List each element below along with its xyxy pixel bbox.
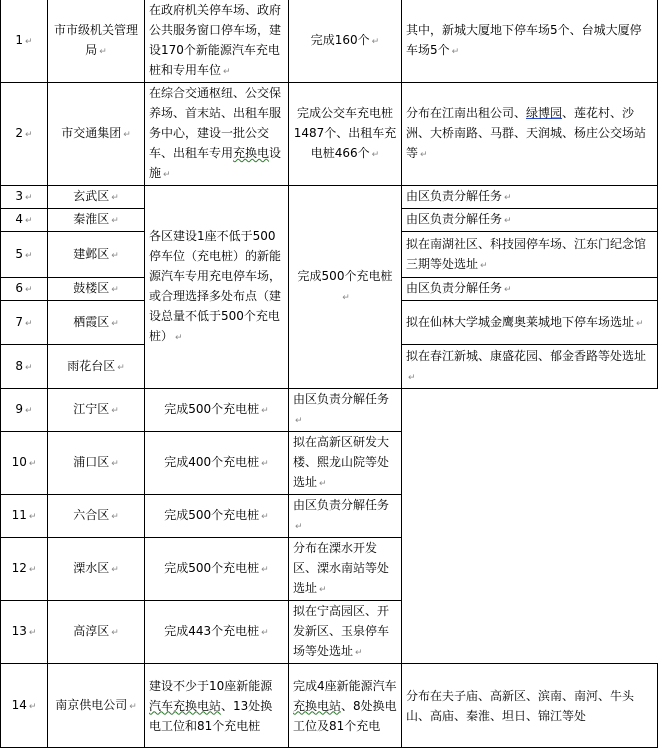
target-cell: 完成500个充电桩 ↵ bbox=[145, 538, 289, 601]
note-cell: 由区负责分解任务↵ bbox=[289, 495, 402, 538]
target-cell: 完成500个充电桩 ↵ bbox=[145, 389, 289, 432]
target-cell: 完成443个充电桩 ↵ bbox=[145, 601, 289, 664]
row-number: 2 ↵ bbox=[1, 83, 48, 186]
unit-cell: 浦口区 ↵ bbox=[48, 432, 145, 495]
unit-cell: 市市级机关管理局 ↵ bbox=[48, 0, 145, 83]
note-cell: 拟在高新区研发大楼、熙龙山院等处选址 ↵ bbox=[289, 432, 402, 495]
row-number: 3 ↵ bbox=[1, 186, 48, 209]
row-number: 7 ↵ bbox=[1, 301, 48, 345]
unit-cell: 秦淮区 ↵ bbox=[48, 209, 145, 232]
note-cell: 拟在宁高园区、开发新区、玉泉停车场等处选址 ↵ bbox=[289, 601, 402, 664]
unit-cell: 江宁区 ↵ bbox=[48, 389, 145, 432]
row-number: 5 ↵ bbox=[1, 232, 48, 278]
note-cell: 由区负责分解任务 ↵ bbox=[402, 186, 658, 209]
target-cell: 完成500个充电桩 ↵ bbox=[145, 495, 289, 538]
unit-cell: 鼓楼区 ↵ bbox=[48, 278, 145, 301]
unit-cell: 溧水区 ↵ bbox=[48, 538, 145, 601]
table-row bbox=[1, 664, 658, 748]
table-row bbox=[1, 601, 658, 664]
note-cell: 其中，新城大厦地下停车场5个、台城大厦停车场5个 ↵ bbox=[402, 0, 658, 83]
note-cell: 分布在溧水开发区、溧水南站等处选址 ↵ bbox=[289, 538, 402, 601]
row-number: 1 ↵ bbox=[1, 0, 48, 83]
note-cell: 由区负责分解任务 ↵ bbox=[402, 278, 658, 301]
table-row bbox=[1, 83, 658, 186]
unit-cell: 六合区 ↵ bbox=[48, 495, 145, 538]
scope-cell: 建设不少于10座新能源汽车充换电站、13处换电工位和81个充电桩 bbox=[145, 664, 289, 748]
table-row bbox=[1, 432, 658, 495]
unit-cell: 高淳区 ↵ bbox=[48, 601, 145, 664]
unit-cell: 雨花台区 ↵ bbox=[48, 345, 145, 389]
scope-cell: 在综合交通枢纽、公交保养场、首末站、出租车服务中心，建设一批公交车、出租车专用充换电设施 ↵ bbox=[145, 83, 289, 186]
table-row bbox=[1, 389, 658, 432]
row-number: 6 ↵ bbox=[1, 278, 48, 301]
table-row bbox=[1, 495, 658, 538]
target-cell: 完成160个 ↵ bbox=[289, 0, 402, 83]
note-cell: 由区负责分解任务 ↵ bbox=[402, 209, 658, 232]
scope-cell: 在政府机关停车场、政府公共服务窗口停车场，建设170个新能源汽车充电桩和专用车位 ↵ bbox=[145, 0, 289, 83]
target-cell: 完成4座新能源汽车充换电站、8处换电工位及81个充电 bbox=[289, 664, 402, 748]
unit-cell: 南京供电公司 ↵ bbox=[48, 664, 145, 748]
row-number: 8 ↵ bbox=[1, 345, 48, 389]
unit-cell: 栖霞区 ↵ bbox=[48, 301, 145, 345]
target-cell: 完成公交车充电桩1487个、出租车充电桩466个 ↵ bbox=[289, 83, 402, 186]
note-cell: 由区负责分解任务↵ bbox=[289, 389, 402, 432]
note-cell: 拟在仙林大学城金鹰奥莱城地下停车场选址 ↵ bbox=[402, 301, 658, 345]
note-cell: 分布在夫子庙、高新区、滨南、南河、牛头山、高庙、秦淮、坦日、锦江等处 bbox=[402, 664, 658, 748]
unit-cell: 玄武区 ↵ bbox=[48, 186, 145, 209]
target-cell: 完成400个充电桩 ↵ bbox=[145, 432, 289, 495]
table-row bbox=[1, 538, 658, 601]
unit-cell: 市交通集团 ↵ bbox=[48, 83, 145, 186]
row-number: 4 ↵ bbox=[1, 209, 48, 232]
row-number: 10 ↵ bbox=[1, 432, 48, 495]
district-scope-cell: 各区建设1座不低于500停车位（充电桩）的新能源汽车专用充电停车场，或合理选择多处布点（建设总量不低于500个充电桩） ↵ bbox=[145, 186, 289, 389]
unit-cell: 建邺区 ↵ bbox=[48, 232, 145, 278]
row-number: 12 ↵ bbox=[1, 538, 48, 601]
note-cell: 分布在江南出租公司、绿博园、莲花村、沙洲、大桥南路、马群、天润城、杨庄公交场站等 ↵ bbox=[402, 83, 658, 186]
district-target-cell: 完成500个充电桩↵ bbox=[289, 186, 402, 389]
row-number: 14 ↵ bbox=[1, 664, 48, 748]
row-number: 13 ↵ bbox=[1, 601, 48, 664]
table-row bbox=[1, 0, 658, 83]
row-number: 9 ↵ bbox=[1, 389, 48, 432]
note-cell: 拟在南湖社区、科技园停车场、江东门纪念馆三期等处选址 ↵ bbox=[402, 232, 658, 278]
table-row bbox=[1, 186, 658, 209]
row-number: 11 ↵ bbox=[1, 495, 48, 538]
note-cell: 拟在春江新城、康盛花园、郁金香路等处选址↵ bbox=[402, 345, 658, 389]
